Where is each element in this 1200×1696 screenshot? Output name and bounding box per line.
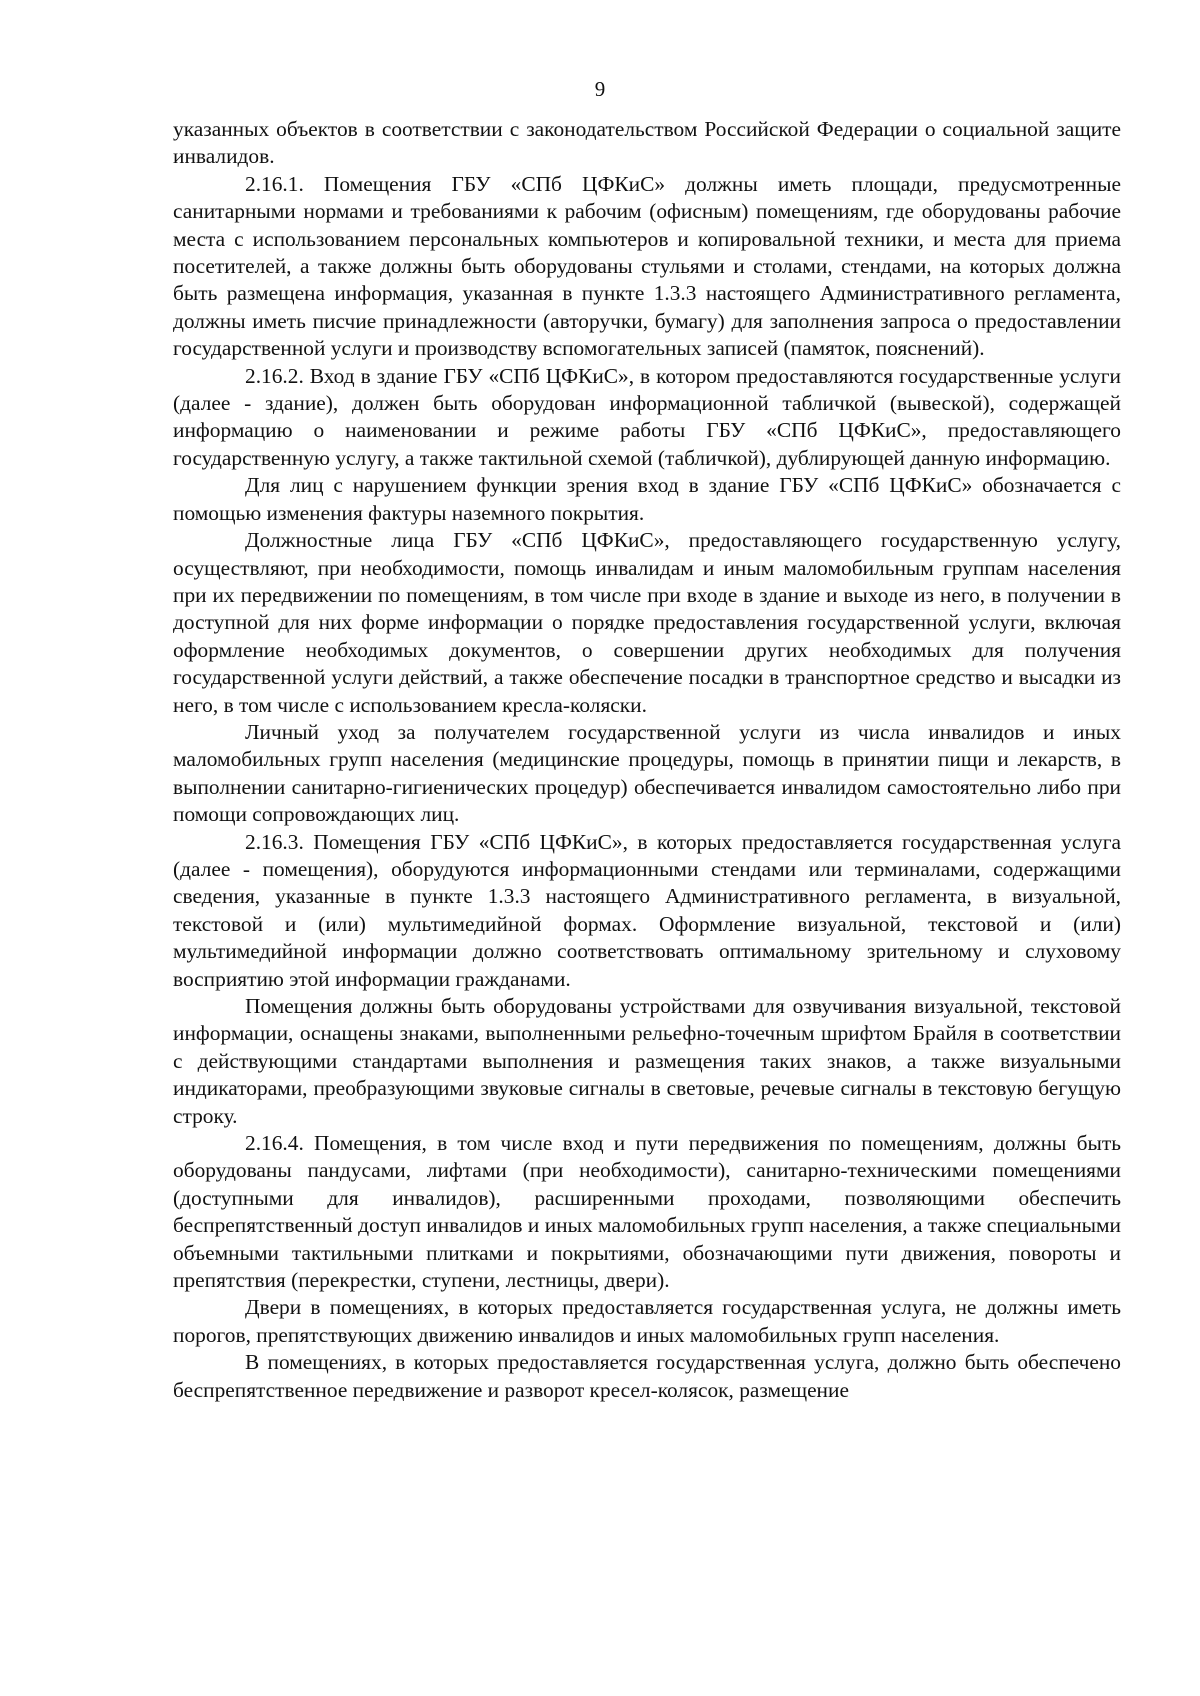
paragraph-2-16-3: 2.16.3. Помещения ГБУ «СПб ЦФКиС», в которых предоставляется государственная услуга (далее - помещения), оборудуются информационными стендами или терминалами, содержащими сведения, указанные в пункте 1.3.3 настоящего Административного регламента, в визуальной, текстовой и (или) мультимедийной формах. Оформление визуальной, текстовой и (или) мультимедийной информации должно соответствовать оптимальному зрительному и слуховому восприятию этой информации гражданами. xyxy=(173,829,1121,991)
paragraph-personal-care: Личный уход за получателем государственной услуги из числа инвалидов и иных маломобильных групп населения (медицинские процедуры, помощь в принятии пищи и лекарств, в выполнении санитарно-гигиенических процедур) обеспечивается инвалидом самостоятельно либо при помощи сопровождающих лиц. xyxy=(173,719,1121,827)
paragraph-2-16-4: 2.16.4. Помещения, в том числе вход и пути передвижения по помещениям, должны быть оборудованы пандусами, лифтами (при необходимости), санитарно-техническими помещениями (доступными для инвалидов), расширенными проходами, позволяющими обеспечить беспрепятственный доступ инвалидов и иных маломобильных групп населения, а также специальными объемными тактильными плитками и покрытиями, обозначающими пути движения, повороты и препятствия (перекрестки, ступени, лестницы, двери). xyxy=(173,1131,1121,1293)
document-body xyxy=(173,116,1121,1404)
paragraph-wheelchair-movement: В помещениях, в которых предоставляется государственная услуга, должно быть обеспечено беспрепятственное передвижение и разворот кресел-колясок, размещение xyxy=(173,1350,1121,1402)
paragraph-continuation: указанных объектов в соответствии с законодательством Российской Федерации о социальной защите инвалидов. xyxy=(173,117,1121,169)
paragraph-2-16-2: 2.16.2. Вход в здание ГБУ «СПб ЦФКиС», в котором предоставляются государственные услуги (далее - здание), должен быть оборудован информационной табличкой (вывеской), содержащей информацию о наименовании и режиме работы ГБУ «СПб ЦФКиС», предоставляющего государственную услугу, а также тактильной схемой (табличкой), дублирующей данную информацию. xyxy=(173,363,1121,470)
paragraph-2-16-1: 2.16.1. Помещения ГБУ «СПб ЦФКиС» должны иметь площади, предусмотренные санитарными нормами и требованиями к рабочим (офисным) помещениям, где оборудованы рабочие места с использованием персональных компьютеров и копировальной техники, и места для приема посетителей, а также должны быть оборудованы стульями и столами, стендами, на которых должна быть размещена информация, указанная в пункте 1.3.3 настоящего Административного регламента, должны иметь писчие принадлежности (авторучки, бумагу) для заполнения запроса о предоставлении государственной услуги и производству вспомогательных записей (памяток, пояснений). xyxy=(173,171,1121,361)
paragraph-braille-equipment: Помещения должны быть оборудованы устройствами для озвучивания визуальной, текстовой информации, оснащены знаками, выполненными рельефно-точечным шрифтом Брайля в соответствии с действующими стандартами выполнения и размещения таких знаков, а также визуальными индикаторами, преобразующими звуковые сигналы в световые, речевые сигналы в текстовую бегущую строку. xyxy=(173,994,1121,1128)
paragraph-vision-impaired-entrance: Для лиц с нарушением функции зрения вход в здание ГБУ «СПб ЦФКиС» обозначается с помощью изменения фактуры наземного покрытия. xyxy=(173,473,1121,525)
paragraph-doors: Двери в помещениях, в которых предоставляется государственная услуга, не должны иметь порогов, препятствующих движению инвалидов и иных маломобильных групп населения. xyxy=(173,1295,1121,1347)
page-number: 9 xyxy=(594,77,606,101)
paragraph-staff-assistance: Должностные лица ГБУ «СПб ЦФКиС», предоставляющего государственную услугу, осуществляют, при необходимости, помощь инвалидам и иным маломобильным группам населения при их передвижении по помещениям, в том числе при входе в здание и выходе из него, в получении в доступной для них форме информации о порядке предоставления государственной услуги, включая оформление необходимых документов, о совершении других необходимых для получения государственной услуги действий, а также обеспечение посадки в транспортное средство и высадки из него, в том числе с использованием кресла-коляски. xyxy=(173,528,1121,717)
